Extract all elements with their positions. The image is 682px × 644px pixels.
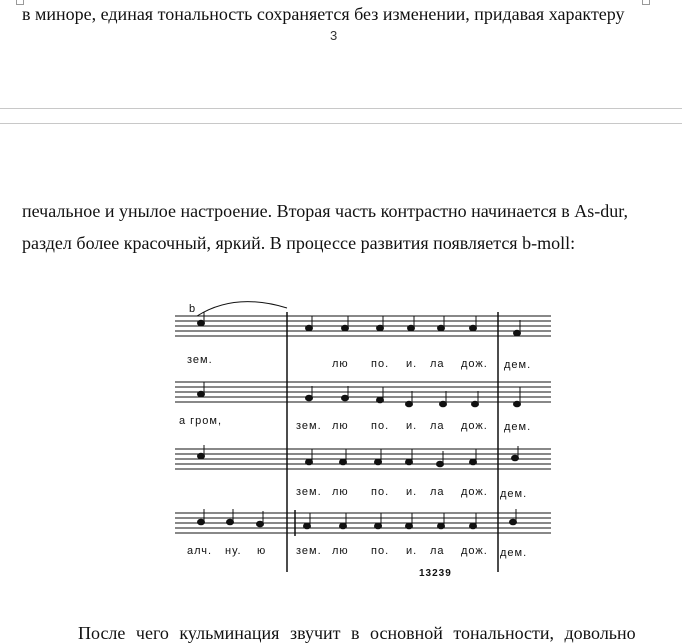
flat-sign: b (189, 303, 197, 315)
lyric-syllable: по. (371, 358, 390, 370)
lyric-syllable: дож. (461, 545, 488, 557)
music-score-image (175, 292, 551, 584)
notes-4 (198, 509, 517, 529)
lyric-syllable: лю (332, 545, 349, 557)
lyric-syllable: лю (332, 420, 349, 432)
notes-2 (198, 382, 521, 407)
page-number: 3 (330, 28, 338, 43)
previous-page-bottom (0, 0, 682, 110)
staff-3 (175, 449, 551, 469)
lyric-syllable: и. (406, 420, 418, 432)
paragraph2-line-1: После чего кульминация звучит в основной тональности, довольно (78, 623, 636, 643)
lyric-syllable: дем. (500, 547, 528, 559)
music-score-figure (175, 292, 551, 584)
lyric-syllable: дем. (500, 488, 528, 500)
lyric-syllable: по. (371, 420, 390, 432)
lyric-syllable: ну. (225, 545, 242, 557)
lyric-syllable: лю (332, 486, 349, 498)
lyric-syllable: ла (430, 420, 445, 432)
lyrics-row-4 (187, 545, 527, 559)
lyric-syllable: по. (371, 486, 390, 498)
page-break-separator (0, 108, 682, 124)
staff-1 (175, 302, 551, 572)
lyric-syllable: зем. (296, 545, 322, 557)
lyric-syllable: зем. (187, 354, 213, 366)
lyric-syllable: ла (430, 545, 445, 557)
paragraph-line-1: печальное и унылое настроение. Вторая часть контрастно начинается в As-dur, (22, 201, 628, 221)
staff-2 (175, 382, 551, 402)
lyric-syllable: дож. (461, 486, 488, 498)
lyric-syllable: ла (430, 358, 445, 370)
lyrics-row-3 (296, 486, 527, 500)
plate-number: 13239 (419, 568, 452, 579)
lyric-syllable: дем. (504, 359, 532, 371)
lyric-syllable: алч. (187, 545, 213, 557)
lyric-syllable: зем. (296, 420, 322, 432)
lyric-syllable: дож. (461, 420, 488, 432)
lyric-syllable: и. (406, 545, 418, 557)
crop-mark-right (642, 0, 650, 5)
paragraph-line-2: раздел более красочный, яркий. В процессе развития появляется b-moll: (22, 233, 576, 253)
lyric-syllable: зем. (296, 486, 322, 498)
lyric-syllable: лю (332, 358, 349, 370)
lyric-syllable: и. (406, 486, 418, 498)
lyric-syllable: и. (406, 358, 418, 370)
lyric-syllable: дож. (461, 358, 488, 370)
lyric-syllable: ла (430, 486, 445, 498)
lyric-syllable: а гром, (179, 415, 223, 427)
lyrics-row-1 (187, 354, 531, 371)
lyrics-row-2 (179, 415, 531, 433)
lyric-syllable: ю (257, 545, 267, 557)
lyric-syllable: по. (371, 545, 390, 557)
lyric-syllable: дем. (504, 421, 532, 433)
prev-page-last-line: в миноре, единая тональность сохраняется без изменении, придавая характеру (22, 4, 625, 24)
